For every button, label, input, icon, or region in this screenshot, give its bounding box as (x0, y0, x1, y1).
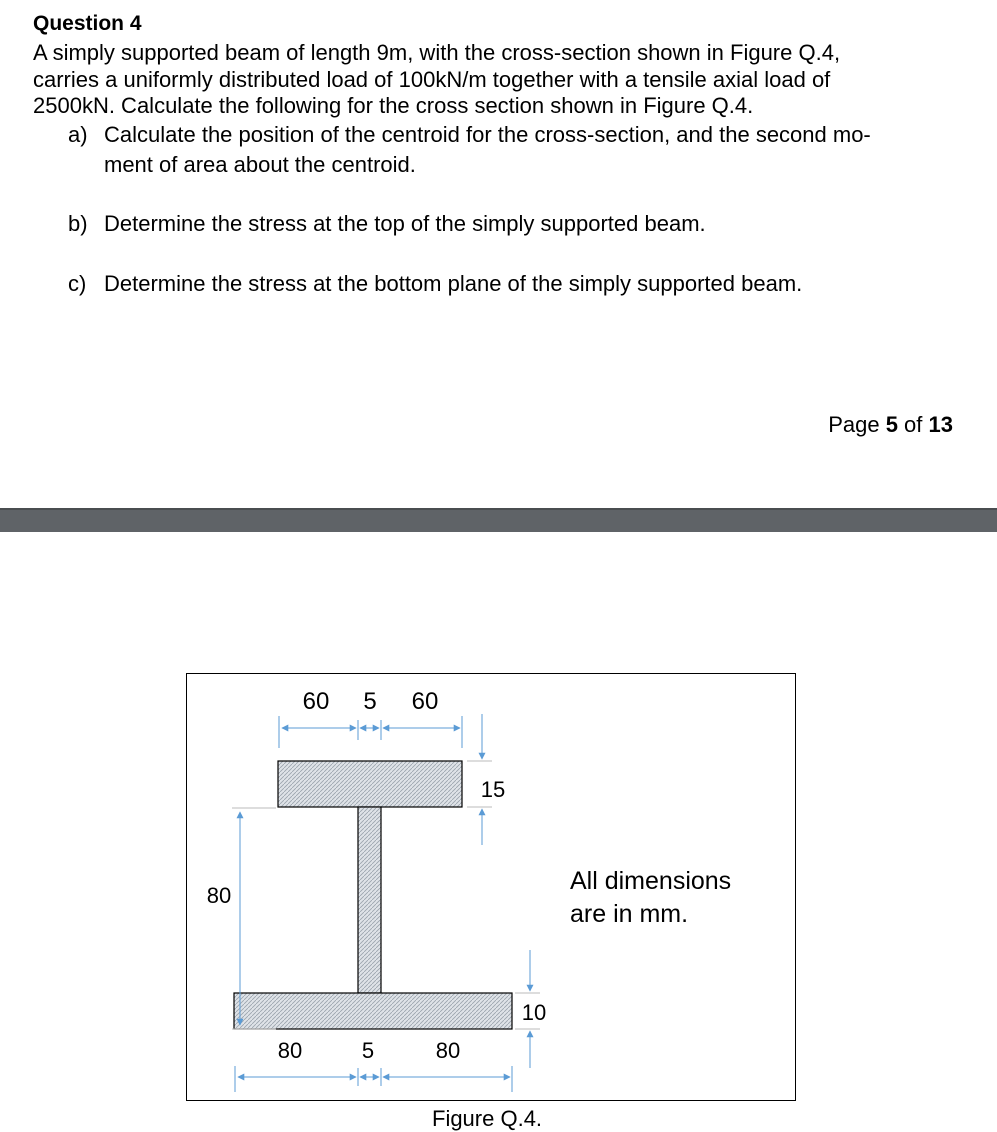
dim-bottom-left: 80 (277, 1038, 303, 1063)
page-total: 13 (928, 412, 953, 437)
question-body-line: A simply supported beam of length 9m, with the cross-section shown in Figure Q.4, (33, 40, 841, 65)
page-of: of (897, 412, 929, 437)
question-body-line: 2500kN. Calculate the following for the cross section shown in Figure Q.4. (33, 93, 754, 118)
part-b-text: Determine the stress at the top of the simply supported beam. (104, 211, 706, 236)
part-c-text: Determine the stress at the bottom plane of the simply supported beam. (104, 271, 803, 296)
dim-top-right: 60 (411, 688, 439, 715)
page-prefix: Page (828, 412, 886, 437)
top-dimension-lines (279, 716, 462, 748)
part-a-line: Calculate the position of the centroid for the cross-section, and the second mo- (104, 122, 871, 147)
dim-height: 80 (206, 883, 232, 908)
part-a-line: ment of area about the centroid. (104, 152, 416, 177)
dim-bottom-right: 80 (435, 1038, 461, 1063)
figure-caption: Figure Q.4. (432, 1106, 543, 1131)
question-body-line: carries a uniformly distributed load of 100kN/m together with a tensile axial load of (33, 66, 831, 92)
part-c-label: c) (68, 271, 87, 296)
dim-bottom-web: 5 (361, 1038, 375, 1063)
page-current: 5 (885, 412, 898, 437)
dim-top-flange-thickness: 15 (480, 777, 506, 802)
web (358, 807, 381, 993)
dim-bottom-flange-thickness: 10 (521, 1000, 547, 1025)
dim-top-web: 5 (363, 688, 377, 715)
dimensions-note-line: All dimensions (570, 867, 732, 895)
question-title: Question 4 (33, 12, 142, 35)
part-b-label: b) (68, 211, 88, 236)
part-a-label: a) (68, 122, 88, 147)
dimensions-note-line: are in mm. (570, 900, 689, 928)
top-flange (278, 761, 462, 807)
dim-top-left: 60 (302, 688, 330, 715)
bottom-flange (234, 993, 512, 1029)
dimensions-note (570, 865, 731, 931)
bottom-dimension-lines (235, 1066, 512, 1092)
